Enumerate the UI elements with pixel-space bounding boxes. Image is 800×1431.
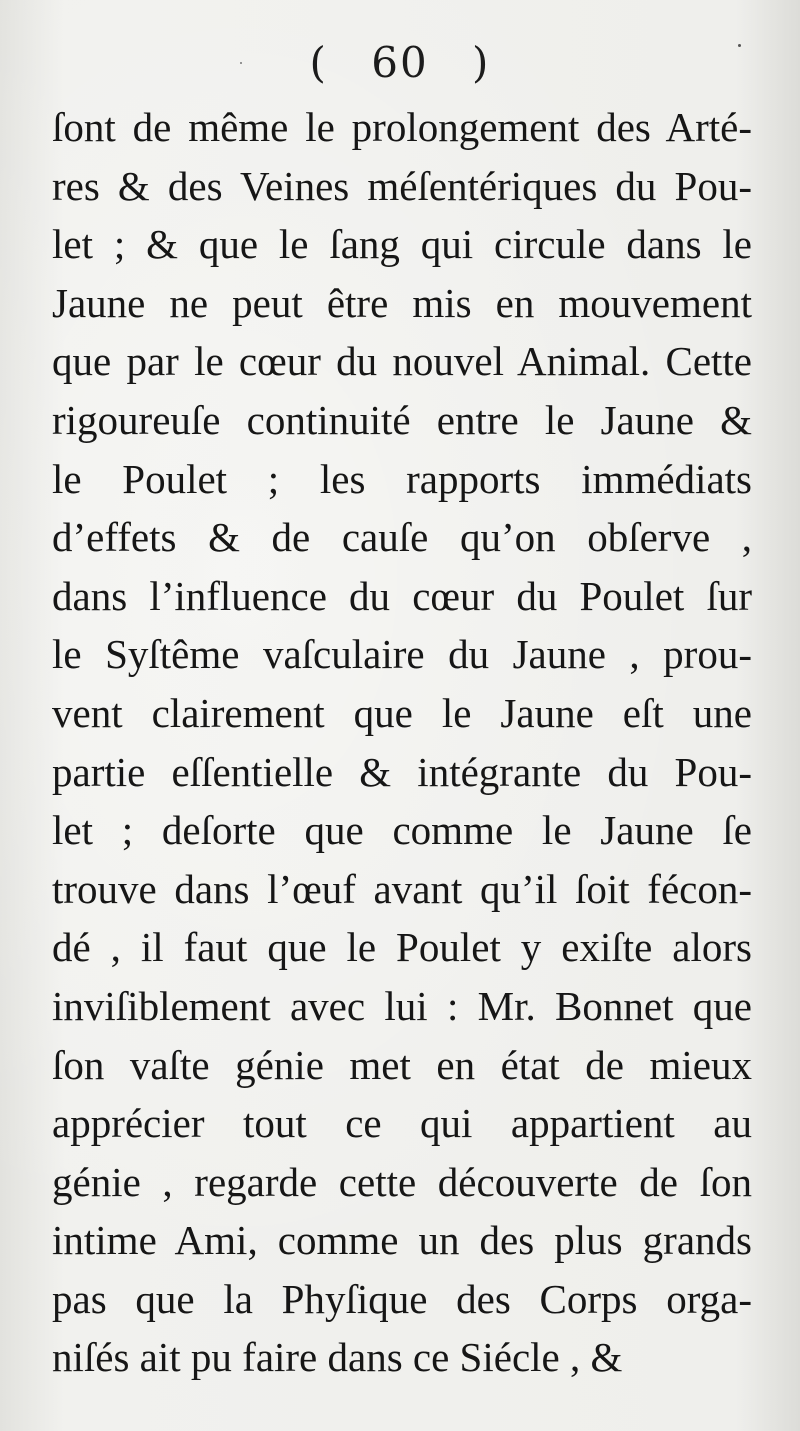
text-line: le Syſtême vaſculaire du Jaune , prou- [52, 631, 752, 678]
text-line: rigoureuſe continuité entre le Jaune & [52, 396, 752, 443]
text-line: apprécier tout ce qui appartient au [52, 1100, 752, 1147]
text-line: dé , il faut que le Poulet y exiſte alors [52, 924, 752, 971]
page-number: ( 60 ) [309, 38, 491, 87]
text-line: let ; & que le ſang qui circule dans le [52, 221, 752, 268]
ink-speck [738, 44, 741, 47]
text-line: res & des Veines méſentériques du Pou- [52, 162, 752, 209]
text-line: que par le cœur du nouvel Animal. Cette [52, 338, 752, 385]
text-line: partie eſſentielle & intégrante du Pou- [52, 748, 752, 795]
text-line: let ; deſorte que comme le Jaune ſe [52, 807, 752, 854]
text-line: ſon vaſte génie met en état de mieux [52, 1041, 752, 1088]
text-line: intime Ami, comme un des plus grands [52, 1217, 752, 1264]
text-line: Jaune ne peut être mis en mouvement [52, 279, 752, 326]
text-line: le Poulet ; les rapports immédiats [52, 455, 752, 502]
text-line: génie , regarde cette découverte de ſon [52, 1158, 752, 1205]
text-line: dans l’influence du cœur du Poulet ſur [52, 572, 752, 619]
text-line: niſés ait pu faire dans ce Siécle , & [52, 1334, 623, 1381]
text-line: inviſiblement avec lui : Mr. Bonnet que [52, 982, 752, 1029]
text-line: vent clairement que le Jaune eſt une [52, 689, 752, 736]
text-line: d’effets & de cauſe qu’on obſerve , [52, 514, 752, 561]
ink-speck [240, 62, 242, 64]
text-line: ſont de même le prolongement des Arté- [52, 104, 752, 150]
text-line: trouve dans l’œuf avant qu’il ſoit fécon- [52, 865, 752, 912]
body-text [52, 98, 752, 1387]
text-line: pas que la Phyſique des Corps orga- [52, 1275, 752, 1322]
